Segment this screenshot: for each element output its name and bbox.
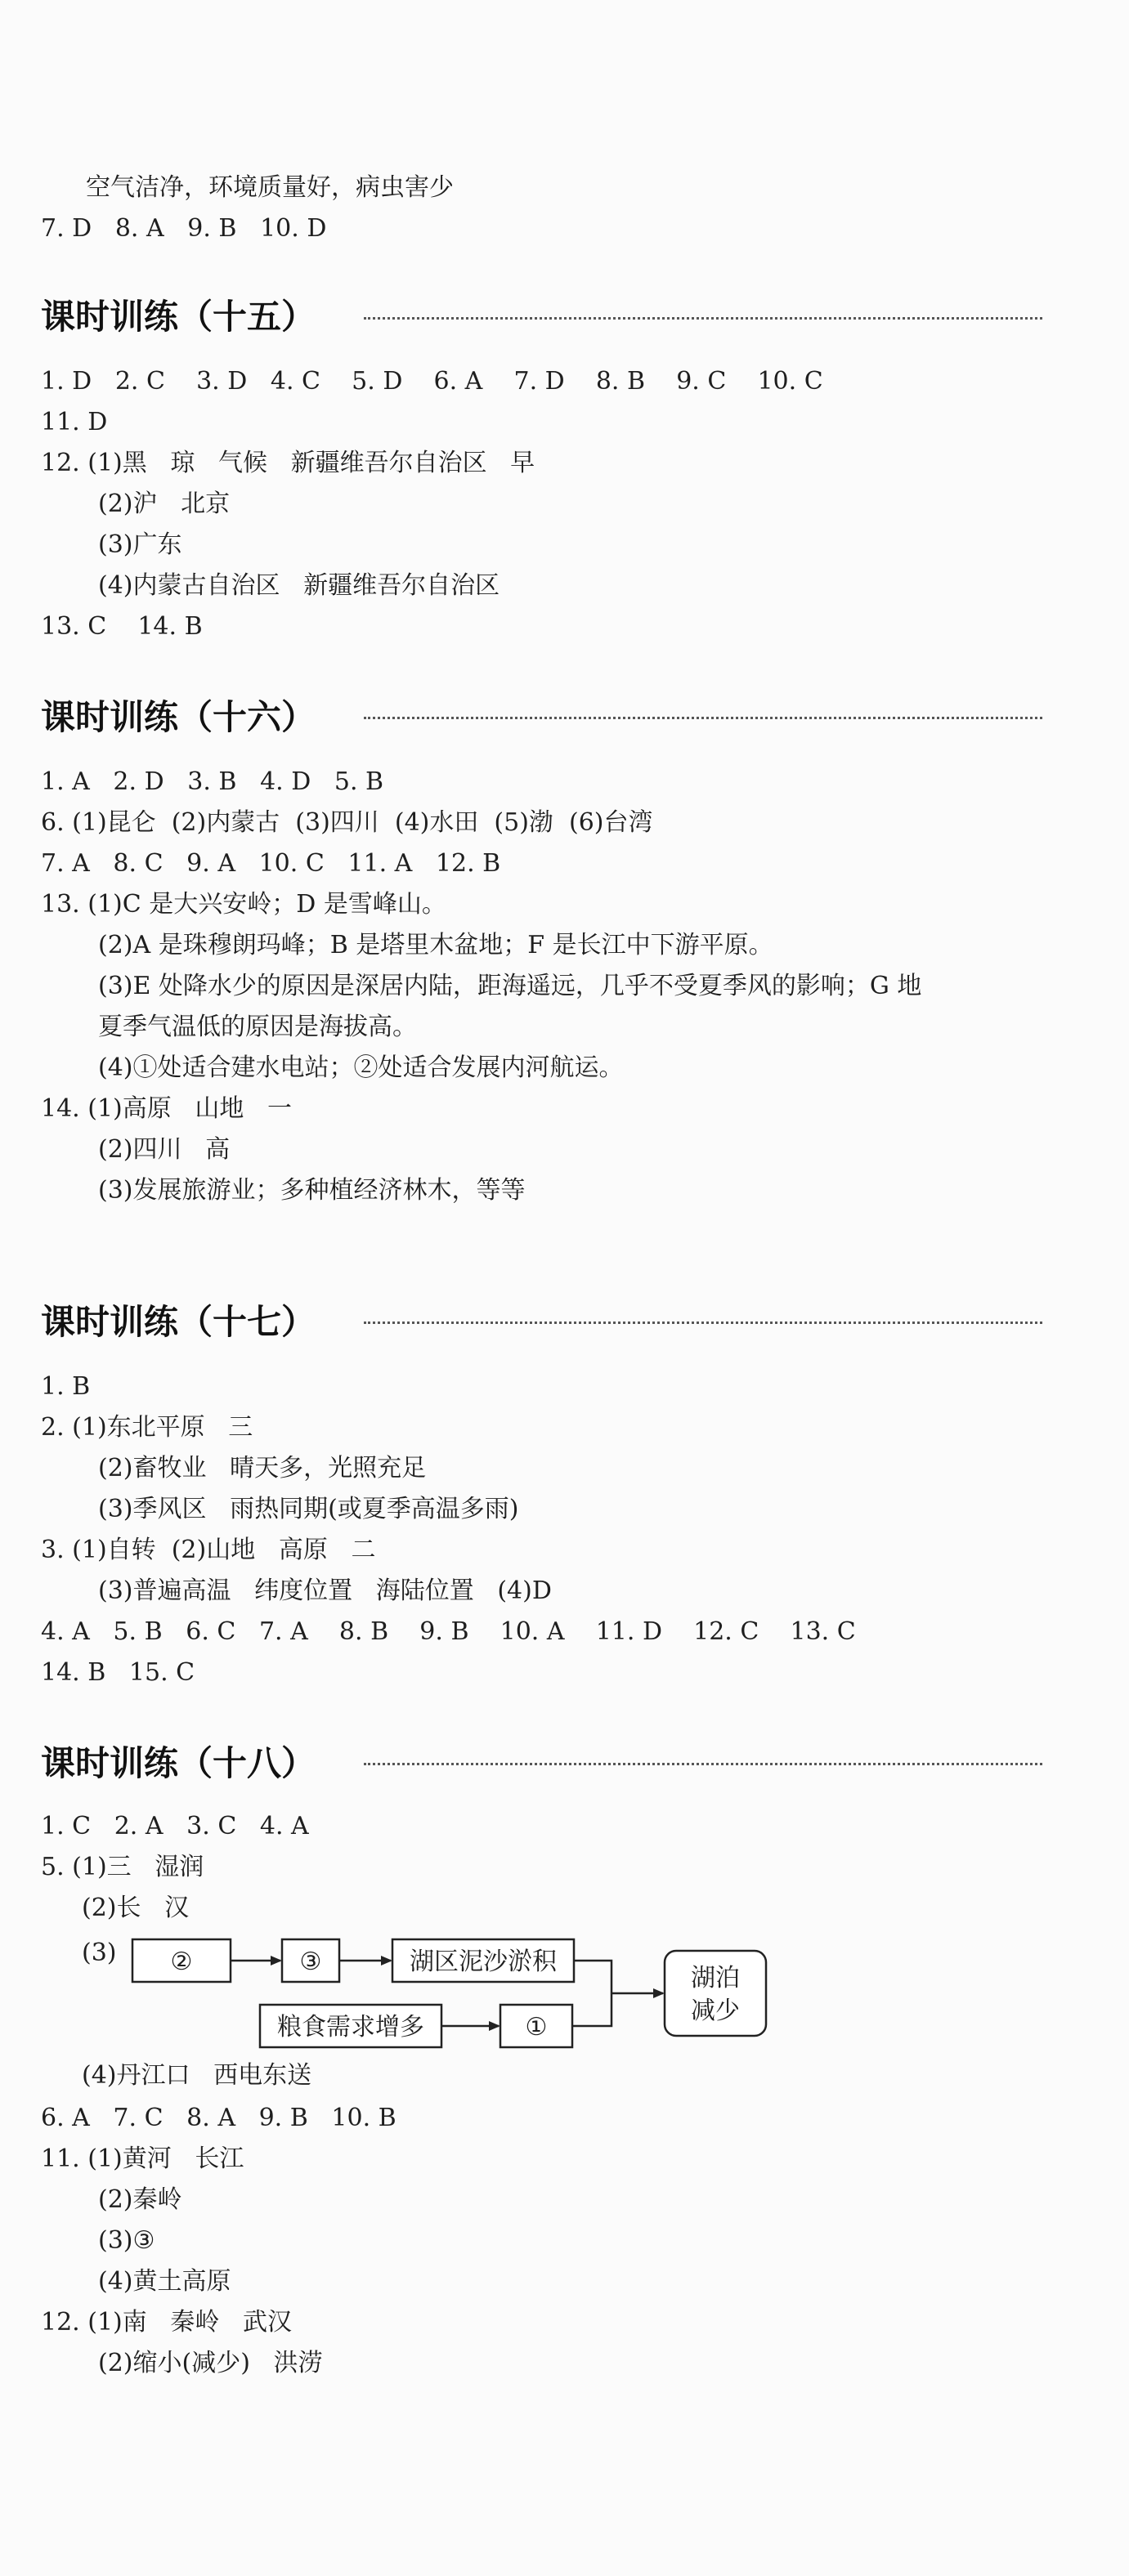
answer-line: (2)四川 高 xyxy=(98,1135,231,1164)
answer-line: 6. A 7. C 8. A 9. B 10. B xyxy=(41,2104,396,2132)
answer-line: 6. (1)昆仑 (2)内蒙古 (3)四川 (4)水田 (5)渤 (6)台湾 xyxy=(41,808,653,837)
flow-box-food-demand xyxy=(260,2005,441,2047)
flow-box-1 xyxy=(500,2005,572,2047)
answer-line: 2. (1)东北平原 三 xyxy=(41,1413,253,1442)
answer-line: 1. B xyxy=(41,1372,91,1401)
flow-box-sediment xyxy=(392,1939,574,1982)
answer-line: 11. (1)黄河 长江 xyxy=(41,2144,244,2173)
section-heading: 课时训练（十五） xyxy=(41,297,316,337)
answer-line: (3) xyxy=(82,1939,117,1967)
answer-line: (2)A 是珠穆朗玛峰；B 是塔里木盆地；F 是长江中下游平原。 xyxy=(98,931,773,959)
flow-result-box xyxy=(665,1951,766,2036)
answer-line: 12. (1)黑 琼 气候 新疆维吾尔自治区 早 xyxy=(41,449,535,477)
answer-line: 3. (1)自转 (2)山地 高原 二 xyxy=(41,1536,376,1564)
answer-line: 1. A 2. D 3. B 4. D 5. B xyxy=(41,767,384,796)
answer-line: 14. B 15. C xyxy=(41,1658,195,1687)
flow-box-3 xyxy=(282,1939,339,1982)
answer-line: 4. A 5. B 6. C 7. A 8. B 9. B 10. A 11. D 12. C 13. C xyxy=(41,1617,856,1646)
answer-line: 12. (1)南 秦岭 武汉 xyxy=(41,2308,292,2337)
answer-line: 空气洁净，环境质量好，病虫害少 xyxy=(86,173,454,202)
flow-result-label: 湖泊 xyxy=(691,1964,740,1992)
answer-line: 14. (1)高原 山地 一 xyxy=(41,1094,292,1123)
flow-connector xyxy=(572,1961,612,2026)
answer-line: (2)沪 北京 xyxy=(98,490,231,518)
answer-line: (2)长 汉 xyxy=(82,1894,190,1922)
flow-result-label: 减少 xyxy=(691,1997,740,2025)
answer-line: (4)内蒙古自治区 新疆维吾尔自治区 xyxy=(98,571,500,600)
section-heading: 课时训练（十六） xyxy=(41,697,316,737)
answer-line: (4)①处适合建水电站；②处适合发展内河航运。 xyxy=(98,1053,624,1082)
answer-line: (3)季风区 雨热同期(或夏季高温多雨) xyxy=(98,1495,519,1523)
flow-box-2 xyxy=(132,1939,231,1982)
answer-line: 13. C 14. B xyxy=(41,612,203,641)
answer-line: (3)E 处降水少的原因是深居内陆，距海遥远，几乎不受夏季风的影响；G 地 xyxy=(98,972,922,1000)
answer-line: 1. C 2. A 3. C 4. A xyxy=(41,1812,309,1840)
answer-line: 5. (1)三 湿润 xyxy=(41,1853,204,1881)
answer-line: 夏季气温低的原因是海拔高。 xyxy=(98,1013,417,1041)
answer-line: (4)丹江口 西电东送 xyxy=(82,2061,312,2090)
answer-line: (4)黄土高原 xyxy=(98,2267,231,2296)
answer-line: 1. D 2. C 3. D 4. C 5. D 6. A 7. D 8. B 9. C 10. C xyxy=(41,367,823,396)
answer-line: (3)③ xyxy=(98,2226,155,2255)
answer-line: 11. D xyxy=(41,408,108,436)
flow-box-label: ① xyxy=(525,2013,548,2042)
answer-line: 13. (1)C 是大兴安岭；D 是雪峰山。 xyxy=(41,890,446,919)
section-heading: 课时训练（十八） xyxy=(41,1743,316,1783)
answer-line: (3)广东 xyxy=(98,530,182,559)
answer-line: 7. D 8. A 9. B 10. D xyxy=(41,214,327,243)
section-heading: 课时训练（十七） xyxy=(41,1302,316,1342)
answer-line: (2)畜牧业 晴天多，光照充足 xyxy=(98,1454,427,1483)
flow-box-label: 湖区泥沙淤积 xyxy=(410,1948,557,1976)
answer-line: 7. A 8. C 9. A 10. C 11. A 12. B xyxy=(41,849,501,878)
flow-box-label: ② xyxy=(170,1948,193,1976)
answer-line: (3)普遍高温 纬度位置 海陆位置 (4)D xyxy=(98,1576,552,1605)
flow-box-label: ③ xyxy=(299,1948,322,1976)
answer-line: (2)秦岭 xyxy=(98,2185,182,2214)
flow-box-label: 粮食需求增多 xyxy=(277,2013,424,2042)
answer-line: (2)缩小(减少) 洪涝 xyxy=(98,2349,323,2377)
answer-line: (3)发展旅游业；多种植经济林木，等等 xyxy=(98,1176,526,1205)
